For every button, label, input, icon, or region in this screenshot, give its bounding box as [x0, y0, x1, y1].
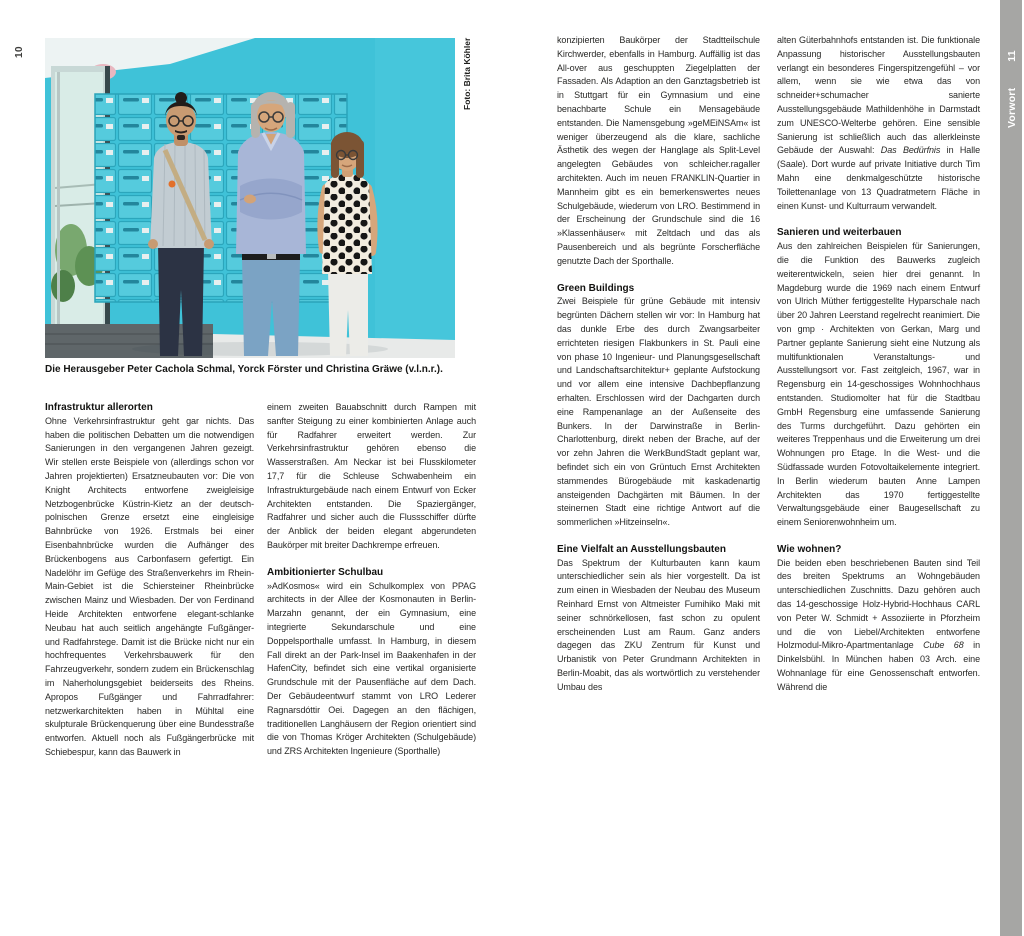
chapter-tab — [1000, 0, 1022, 936]
body-paragraph: Ohne Verkehrsinfrastruktur geht gar nichts. Das haben die politischen Debatten um die notwendigen Sanierungen in den vergangenen Jahren gezeigt. Wir stellen erste Beispiele von (allerdings schon vor Jahren projektierten) Ersatzneubauten vor: Die von Knight Architects entworfene zweigleisige Netzbogenbrücke Küstrin-Kietz an der deutsch-polnischen Grenze ersetzt eine eingleisige Bahnbrücke von 1926. Erstmals bei einer Eisenbahnbrücke wurden die Aufhänger des Brückenbogens aus Carbonfasern gefertigt. Ein Nadelöhr im Gefüge des Straßenverkehrs im Rhein-Main-Gebiet ist die Schiersteiner Rheinbrücke zwischen Mainz und Wiesbaden. Der von Ferdinand Heide Architekten entworfene elegant-schlanke Neubau hat auch seitlich angehängte Fußgänger- und Radfahrstege. Damit ist die Brücke nicht nur ein hochfrequentes Verkehrsbauwerk für den Fahrzeugverkehr, sondern zudem ein Brückenschlag im Naherholungsgebiet beiderseits des Rheins. Apropos Fußgänger und Fahrradfahrer: netzwerkarchitekten haben in Mühltal eine skulpturale Brückenquerung über eine Bundesstraße entworfen. Aktuell noch als Fußgängerbrücke mit Schiebespur, kann das Bauwerk in — [45, 415, 254, 757]
section-heading-wie-wohnen: Wie wohnen? — [777, 543, 842, 555]
right-page-column-2 — [777, 34, 980, 695]
left-page-column-2 — [267, 401, 476, 759]
body-paragraph: konzipierten Baukörper der Stadtteilschule Kirchwerder, ebenfalls in Hamburg. Auffällig ist das All-over aus geschuppten Ziegelplatten der Fassaden. Als Adaption an den Ganztagsbetrieb ist in Stuttgart für ein Gymnasium und eine benachbarte Schule ein Mensagebäude entstanden. Die Namensgebung »geMEiNSAm« ist weniger überzeugend als die klare, sachliche Ästhetik des wegen der Hanglage als Split-Level angelegten Gebäudes von schleicher.ragaller architekten. Auch im neuen FRANKLIN-Quartier in Mannheim gibt es ein bemerkenswertes neues Schulgebäude, wiederum von LRO. Bestimmend in der Erscheinung der Grundschule sind die 16 »Klassenhäuser« mit Zeltdach und das als Pausenbereich und als begrünte Forscherfläche genutzte Dach der Sporthalle. — [557, 35, 760, 266]
section-heading-ausstellungsbauten: Eine Vielfalt an Ausstellungsbauten — [557, 543, 726, 555]
photo-credit: Foto: Brita Köhler — [462, 37, 472, 110]
section-heading-green-buildings: Green Buildings — [557, 282, 635, 294]
chapter-label: Vorwort — [1006, 87, 1018, 128]
body-paragraph: Das Spektrum der Kulturbauten kann kaum unterschiedlicher sein als hier vorgestellt. Da ist zum einen in Wiesbaden der Neubau des Museum Reinhard Ernst von Altmeister Fumihiko Maki mit seiner schnörkellosen, fast schon zu opulent erscheinenden Lust am Raum. Ganz anders dagegen das ZKU Zentrum für Kunst und Urbanistik von Peter Grundmann Architekten in Berlin-Moabit, das als wortwörtlich zu verstehender Umbau des — [557, 557, 760, 692]
right-page-column-1 — [557, 34, 760, 695]
mailbox-wall — [95, 94, 347, 302]
right-page-number: 11 — [1006, 50, 1018, 62]
section-heading-schulbau: Ambitionierter Schulbau — [267, 566, 384, 578]
body-paragraph: Aus den zahlreichen Beispielen für Sanierungen, die die Funktion des Bauwerks zugleich weiterentwickeln, seien hier drei genannt. In Magdeburg wurde die 1969 nach einem Entwurf von Ulrich Müther fertiggestellte Hyparschale nach über 20 Jahren Leerstand regelrecht reanimiert. Die von gmp · Architekten von Gerkan, Marg und Partner geplante Sanierung sieht eine Nutzung als multifunktionalen Veranstaltungs- und Ausstellungsort vor. Fast zeitgleich, 1967, war in Regensburg ein 14-geschossiges Wohnhochhaus entstanden. Studiomolter hat für die Stadtbau GmbH Regensburg eine umfassende Sanierung des Turms durchgeführt. Dazu gehörten ein weiteres Treppenhaus und die Erweiterung um drei Wohnungen pro Etage. In die West- und die Südfassade wurden Fotovoltaikelemente integriert. In Berlin wiederum bauten Anne Lampen Architekten das 1970 fertiggestellte Verwaltungsgebäude einer Baugesellschaft zu einem Seniorenwohnheim um. — [777, 241, 980, 528]
section-heading-infrastruktur: Infrastruktur allerorten — [45, 402, 153, 413]
body-paragraph: »AdKosmos« wird ein Schulkomplex von PPAG architects in der Allee der Kosmonauten in Berlin-Marzahn genannt, der ein Gymnasium, eine integrierte Sekundarschule und eine Doppelsporthalle umfasst. In Hamburg, in diesem Fall direkt an der Park-Insel im Baakenhafen in der HafenCity, befindet sich eine vertikal organisierte Grundschule mit der Pausenfläche auf dem Dach. Der Gebäudeentwurf stammt von LRO Lederer Ragnarsdóttir Oei. Dagegen an den flächigen, traditionellen Langhäusern der Region orientiert sind die von Thomas Kröger Architekten (Schulgebäude) und ZRS Architekten Ingenieure (Sporthalle) — [267, 580, 476, 757]
body-paragraph: einem zweiten Bauabschnitt durch Rampen mit sanfter Steigung zu einer kombinierten Anlage auch für Radfahrer erweitert werden. Zur Verkehrsinfrastruktur gehören ebenso die Wasserstraßen. Am Neckar ist bei Flusskilometer 17,7 für die Schleuse Schwabenheim ein Infrastrukturgebäude nach einem Entwurf von Ecker Architekten entstanden. Die Spaziergänger, Radfahrer und sicher auch die Flussschiffer dürfte der Anblick der beiden elegant abgerundeten Baukörper mit breiter Dachkrempe erfreuen. — [267, 402, 476, 550]
body-paragraph: Die beiden eben beschriebenen Bauten sind Teil des breiten Spektrums an Wohngebäuden unterschiedlichen Zuschnitts. Dazu gehören auch das 14-geschossige Holz-Hybrid-Hochhaus CARL von Peter W. Schmidt + Assoziierte in Pforzheim und die von Liebel/Architekten entworfene Holzmodul-Mikro-Apartmentanlage Cube 68 in Dinkelsbühl. In München haben 03 Arch. eine Wohnanlage für eine Genossenschaft entworfen. Während die — [777, 557, 981, 692]
body-paragraph: alten Güterbahnhofs entstanden ist. Die funktionale Anpassung historischer Ausstellungsbauten verlangt ein besonderes Fingerspitzengefühl – vor allem, wenn sie wie etwa das von schneider+schumacher sanierte Ausstellungsgebäude Mathildenhöhe in Darmstadt zum UNESCO-Welterbe gehören. Eine sensible Sanierung ist schließlich auch das allerkleinste Gebäude der Auswahl: Das Bedürfnis in Halle (Saale). Dort wurde auf private Initiative durch Tim Mahn eine denkmalgeschützte historische Toilettenanlage von 13 Quadratmetern Fläche in einen Kunst- und Kulturraum verwandelt. — [777, 35, 980, 211]
left-page-number: 10 — [14, 45, 25, 58]
body-paragraph: Zwei Beispiele für grüne Gebäude mit intensiv begrünten Dächern stellen wir vor: In Hamburg hat das dunkle Erbe des durch Zwangsarbeiter errichteten riesigen Flakbunkers in St. Pauli eine von phase 10 Ingenieur- und Planungsgesellschaft und Landschaftsarchitektur+ geplante Aufstockung und vor allem eine intensive Dachbepflanzung erhalten. Erschlossen wird der Dachgarten durch eine Rampenanlage an der Außenseite des Bunkers. In der Darwinstraße in Berlin-Charlottenburg, direkt neben der Brache, auf der vor zehn Jahren die WerkBundStadt geplant war, befindet sich ein von Grüntuch Ernst Architekten stammendes Bürogebäude mit kaskadenartig ansteigenden Dachgärten mit Bäumen. In der steinernen Stadt eine richtige Antwort auf die sommerlichen »Hitzeinseln«. — [557, 296, 760, 528]
left-page-column-1 — [45, 401, 254, 760]
photo-caption: Die Herausgeber Peter Cachola Schmal, Yorck Förster und Christina Gräwe (v.l.n.r.). — [45, 364, 443, 375]
chapter-tab-text — [1004, 50, 1021, 128]
section-heading-sanieren: Sanieren und weiterbauen — [777, 227, 902, 239]
photo-illustration — [45, 38, 455, 358]
editors-photo — [45, 38, 455, 358]
